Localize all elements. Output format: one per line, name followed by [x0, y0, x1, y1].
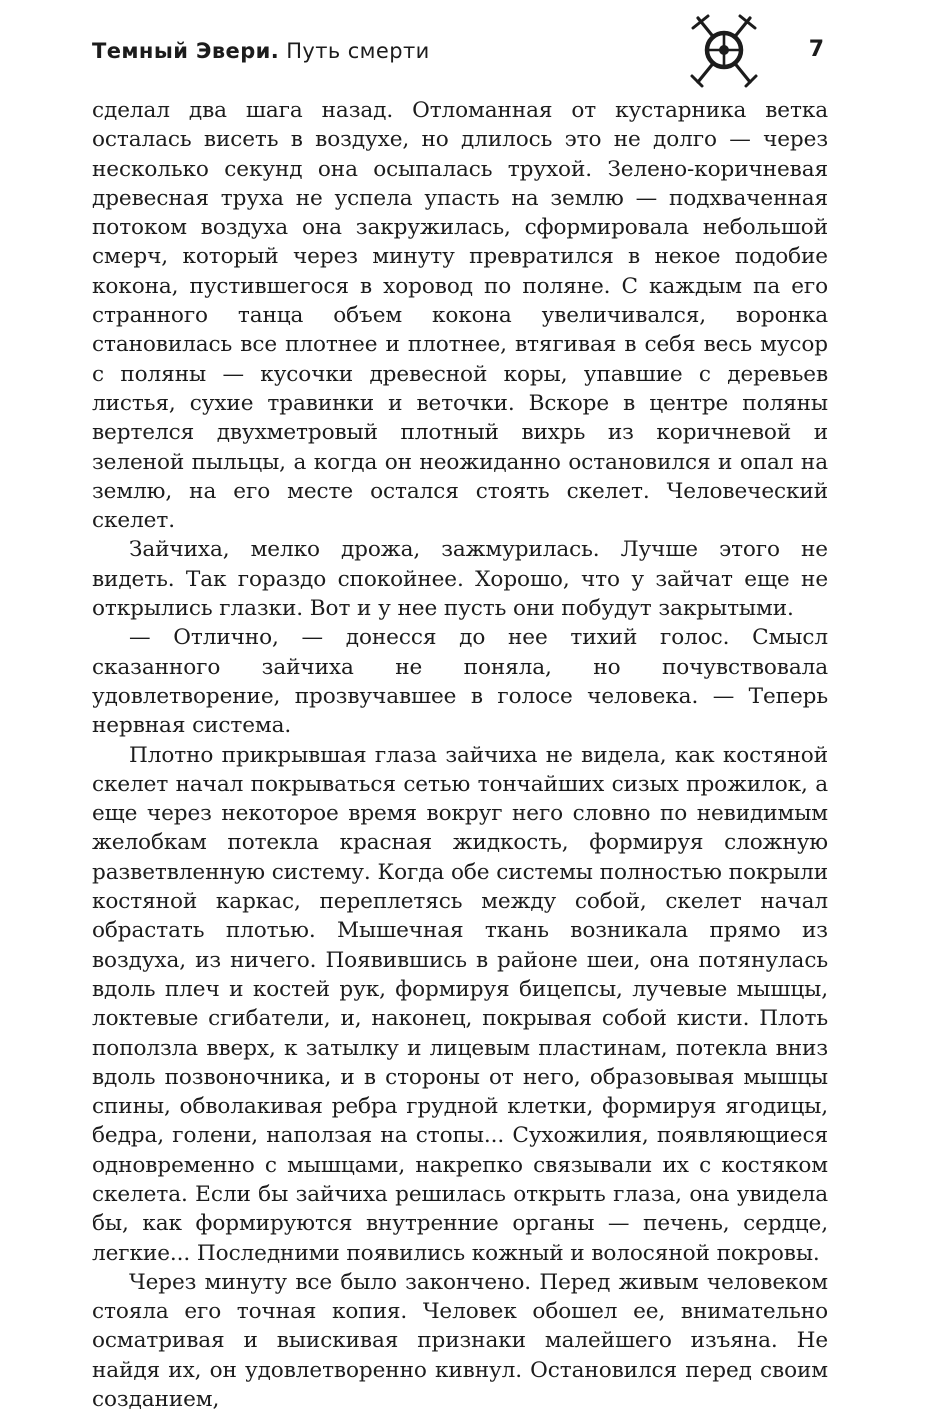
running-header	[92, 34, 828, 74]
paragraph-1: сделал два шага назад. Отломанная от кустарника ветка осталась висеть в воздухе, но длилось это не долго — через несколько секунд она осыпалась трухой. Зелено-коричневая древесная труха не успела упасть на землю — подхваченная потоком воздуха она закружилась, сформировала небольшой смерч, который через минуту превратился в некое подобие кокона, пустившегося в хоровод по поляне. С каждым па его странного танца объем кокона увеличивался, воронка становилась все плотнее и плотнее, втягивая в себя весь мусор с поляны — кусочки древесной коры, упавшие с деревьев листья, сухие травинки и веточки. Вскоре в центре поляны вертелся двухметровый плотный вихрь из коричневой и зеленой пыльцы, а когда он неожиданно остановился и опал на землю, на его месте остался стоять скелет. Человеческий скелет.	[92, 98, 828, 534]
page-number: 7	[808, 37, 824, 62]
crossed-swords-shield-icon	[684, 10, 764, 90]
body-text	[92, 96, 828, 1414]
paragraph-3: — Отлично, — донесся до нее тихий голос. Смысл сказанного зайчиха не поняла, но почувствовала удовлетворение, прозвучавшее в голосе человека. — Теперь нервная система.	[92, 625, 828, 739]
title-separator: .	[270, 39, 280, 63]
paragraph-5: Через минуту все было закончено. Перед живым человеком стояла его точная копия. Человек обошел ее, внимательно осматривая и выискивая признаки малейшего изъяна. Не найдя их, он удовлетворенно кивнул. Остановился перед своим созданием,	[92, 1269, 828, 1413]
paragraph-2: Зайчиха, мелко дрожа, зажмурилась. Лучше этого не видеть. Так гораздо спокойнее. Хорошо, что у зайчат еще не открылись глазки. Вот и у нее пусть они побудут закрытыми.	[92, 537, 828, 622]
paragraph-4: Плотно прикрывшая глаза зайчиха не видела, как костяной скелет начал покрываться сетью тончайших сизых прожилок, а еще через некоторое время вокруг него словно по невидимым желобкам потекла красная жидкость, формируя сложную разветвленную систему. Когда обе системы полностью покрыли костяной каркас, переплетясь между собой, скелет начал обрастать плотью. Мышечная ткань возникала прямо из воздуха, из ничего. Появившись в районе шеи, она потянулась вдоль плеч и костей рук, формируя бицепсы, лучевые мышцы, локтевые сгибатели, и, наконец, покрывая собой кисти. Плоть поползла вверх, к затылку и лицевым пластинам, потекла вниз вдоль позвоночника, и в стороны от него, образовывая мышцы спины, обволакивая ребра грудной клетки, формируя ягодицы, бедра, голени, наползая на стопы... Сухожилия, появляющиеся одновременно с мышцами, накрепко связывали их с костяком скелета. Если бы зайчиха решилась открыть глаза, она увидела бы, как формируются внутренние органы — печень, сердце, легкие... Последними появились кожный и волосяной покровы.	[92, 742, 828, 1266]
running-title	[92, 36, 430, 66]
book-title: Путь смерти	[286, 39, 430, 63]
author-name: Темный Эвери	[92, 39, 271, 63]
